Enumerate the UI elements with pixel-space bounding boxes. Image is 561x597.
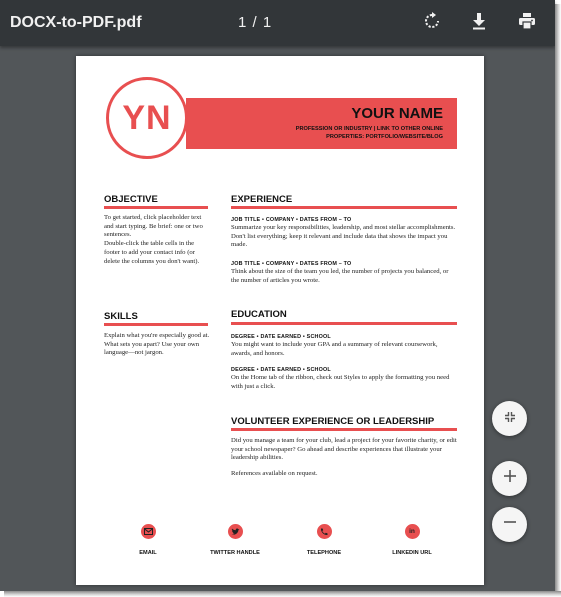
linkedin-icon: in (405, 524, 420, 539)
pdf-page (76, 56, 484, 585)
footer-label: LINKEDIN URL (392, 550, 432, 556)
footer-linkedin (372, 524, 452, 556)
rotate-icon (423, 12, 441, 35)
portfolio-line: PROPERTIES: PORTFOLIO/WEBSITE/BLOG (326, 134, 443, 140)
skills-heading: SKILLS (104, 311, 138, 322)
header-banner (186, 98, 457, 149)
education-heading: EDUCATION (231, 309, 287, 320)
footer-label: TWITTER HANDLE (210, 550, 260, 556)
experience-divider (231, 206, 457, 209)
footer-label: TELEPHONE (306, 550, 342, 556)
job-title: JOB TITLE • COMPANY • DATES FROM – TO (231, 261, 352, 267)
fit-to-page-button[interactable] (492, 401, 527, 436)
volunteer-text: Did you manage a team for your club, lead a project for your favorite charity, or edit your school newspaper? Go ahead and describe experiences that illustrate your leadership abilities. (231, 437, 457, 462)
education-divider (231, 322, 457, 325)
objective-divider (104, 206, 208, 209)
initials-circle (106, 77, 188, 159)
phone-icon (317, 524, 332, 539)
zoom-in-button[interactable] (492, 461, 527, 496)
job-description: Think about the size of the team you led, the number of projects you balanced, or the number of articles you wrote. (231, 268, 449, 284)
page-indicator: 1 / 1 (238, 14, 273, 31)
degree-title: DEGREE • DATE EARNED • SCHOOL (231, 334, 331, 340)
initials: YN (122, 98, 172, 137)
degree-description: On the Home tab of the ribbon, check out Styles to apply the formatting you need with just a click. (231, 374, 450, 390)
volunteer-heading: VOLUNTEER EXPERIENCE OR LEADERSHIP (231, 416, 435, 427)
footer-telephone (284, 524, 364, 556)
references-text: References available on request. (231, 470, 318, 477)
zoom-in-icon (503, 469, 517, 488)
viewer-toolbar (0, 0, 555, 46)
objective-heading: OBJECTIVE (104, 194, 158, 205)
footer-label: EMAIL (139, 550, 157, 556)
zoom-out-button[interactable] (492, 507, 527, 542)
footer-twitter (195, 524, 275, 556)
print-button[interactable] (515, 11, 539, 35)
download-button[interactable] (467, 11, 491, 35)
experience-heading: EXPERIENCE (231, 194, 293, 205)
fit-to-page-icon (504, 410, 516, 428)
objective-text: To get started, click placeholder text and start typing. Be brief: one or two sentences. Double-click the table cells in the footer to add your contact info (or delete the columns you don't want). (104, 214, 203, 265)
download-icon (471, 12, 487, 35)
profession-line: PROFESSION OR INDUSTRY | LINK TO OTHER ONLINE (295, 126, 443, 132)
degree-title: DEGREE • DATE EARNED • SCHOOL (231, 367, 331, 373)
window-shadow (4, 591, 561, 597)
window-shadow (555, 4, 561, 597)
file-name: DOCX-to-PDF.pdf (10, 14, 142, 31)
skills-text: Explain what you're especially good at. What sets you apart? Use your own language—not jargon. (104, 332, 210, 357)
degree-description: You might want to include your GPA and a summary of relevant coursework, awards, and honors. (231, 341, 438, 357)
job-title: JOB TITLE • COMPANY • DATES FROM – TO (231, 217, 352, 223)
print-icon (518, 12, 536, 35)
skills-divider (104, 323, 208, 326)
rotate-button[interactable] (420, 11, 444, 35)
twitter-icon (228, 524, 243, 539)
resume-name: YOUR NAME (351, 105, 443, 122)
email-icon (141, 524, 156, 539)
zoom-out-icon (503, 515, 517, 534)
job-description: Summarize your key responsibilities, leadership, and most stellar accomplishments. Don't list everything; keep it relevant and include data that shows the impact you made. (231, 224, 456, 249)
volunteer-divider (231, 428, 457, 431)
footer-email (108, 524, 188, 556)
